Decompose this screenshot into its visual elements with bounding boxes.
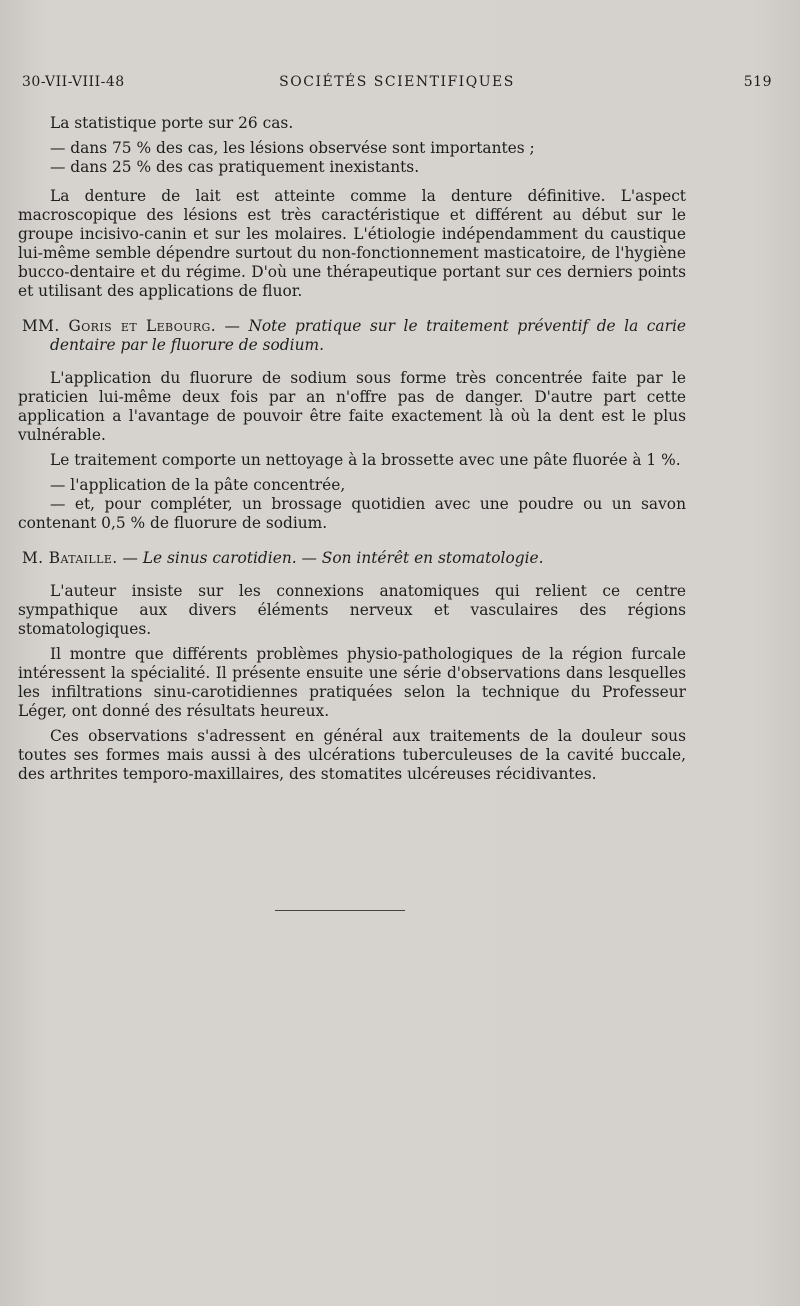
statistics-item-2: — dans 25 % des cas pratiquement inexistants. bbox=[50, 158, 420, 176]
end-separator-rule bbox=[275, 910, 405, 911]
bataille-communication-heading bbox=[18, 549, 686, 568]
goris-paragraph-2: Le traitement comporte un nettoyage à la brossette avec une pâte fluorée à 1 %. bbox=[50, 451, 681, 469]
goris-item-1: — l'application de la pâte concentrée, bbox=[50, 476, 346, 494]
page-number: 519 bbox=[743, 74, 772, 90]
bataille-authors: M. Bataille. bbox=[22, 549, 118, 567]
bataille-paragraph-1: L'auteur insiste sur les connexions anatomiques qui relient ce centre sympathique aux divers éléments nerveux et vasculaires des régions stomatologiques. bbox=[18, 582, 686, 638]
bataille-paragraph-2: Il montre que différents problèmes physio-pathologiques de la région furcale intéressent la spécialité. Il présente ensuite une série d'observations dans lesquelles les infiltrations sinu-carotidiennes pratiquées selon la technique du Professeur Léger, ont donné des résultats heureux. bbox=[18, 645, 686, 720]
goris-authors: MM. Goris et Lebourg. bbox=[22, 317, 216, 335]
running-head bbox=[22, 74, 772, 96]
goris-title: Note pratique sur le traitement préventif de la carie dentaire par le fluorure de sodium. bbox=[50, 317, 686, 354]
goris-communication-heading bbox=[18, 317, 686, 355]
goris-item-2: — et, pour compléter, un brossage quotidien avec une poudre ou un savon contenant 0,5 % de fluorure de sodium. bbox=[18, 495, 686, 532]
section-heading: SOCIÉTÉS SCIENTIFIQUES bbox=[279, 74, 515, 90]
denture-paragraph: La denture de lait est atteinte comme la denture définitive. L'aspect macroscopique des lésions est très caractéristique et différent au début sur le groupe incisivo-canin et sur les molaires. L'étiologie indépendamment du caustique lui-même semble dépendre surtout du non-fonctionnement masticatoire, de l'hygiène bucco-dentaire et du régime. D'où une thérapeutique portant sur ces derniers points et utilisant des applications de fluor. bbox=[18, 187, 686, 300]
issue-date: 30-VII-VIII-48 bbox=[22, 74, 125, 90]
bataille-dash: — bbox=[117, 549, 143, 567]
bataille-paragraph-3: Ces observations s'adressent en général aux traitements de la douleur sous toutes ses formes mais aussi à des ulcérations tuberculeuses de la cavité buccale, des arthrites temporo-maxillaires, des stomatites ulcéreuses récidivantes. bbox=[18, 727, 686, 783]
bataille-title: Le sinus carotidien. — Son intérêt en stomatologie. bbox=[142, 549, 544, 567]
statistics-intro: La statistique porte sur 26 cas. bbox=[50, 114, 294, 132]
goris-dash: — bbox=[216, 317, 249, 335]
statistics-item-1: — dans 75 % des cas, les lésions observése sont importantes ; bbox=[50, 139, 535, 157]
article-body bbox=[18, 114, 686, 790]
goris-paragraph-1: L'application du fluorure de sodium sous forme très concentrée faite par le praticien lui-même deux fois par an n'offre pas de danger. D'autre part cette application a l'avantage de pouvoir être faite exactement là où la dent est le plus vulnérable. bbox=[18, 369, 686, 444]
